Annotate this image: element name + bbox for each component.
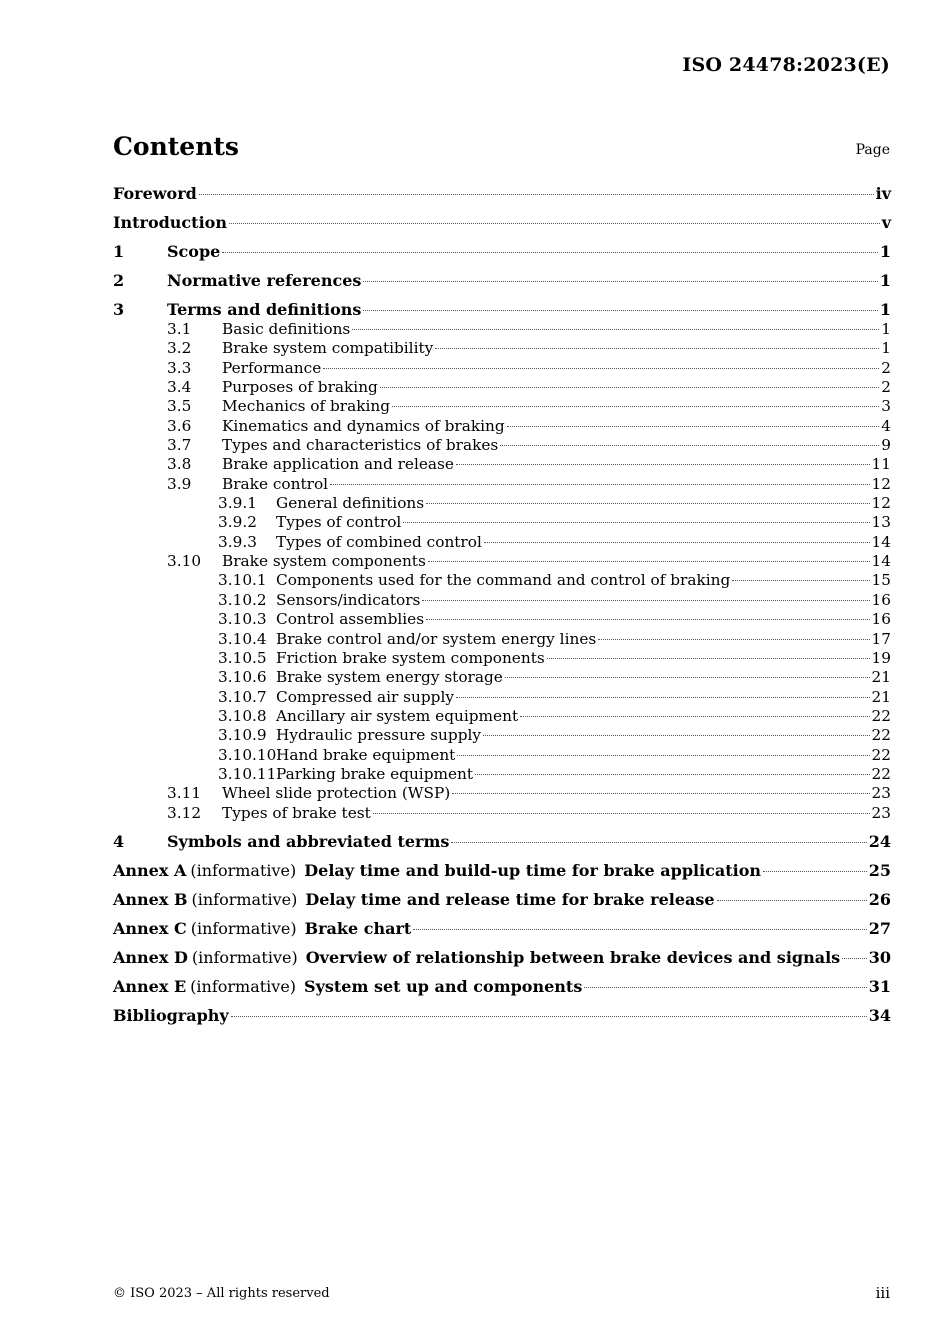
toc-entry[interactable] [113, 397, 891, 416]
toc-entry-number: 3.9.3 [218, 532, 257, 551]
toc-leader-dots [457, 755, 869, 756]
toc-entry-page: 23 [871, 803, 891, 822]
toc-entry-page: v [881, 213, 891, 232]
toc-entry-title: Wheel slide protection (WSP) [222, 784, 451, 803]
toc-entry[interactable] [113, 746, 891, 765]
toc-leader-dots [584, 987, 866, 988]
toc-leader-dots [380, 387, 879, 388]
toc-entry[interactable] [113, 494, 891, 513]
toc-entry-number: 3.6 [167, 416, 192, 435]
toc-annex-type: (informative) [190, 918, 297, 938]
toc-entry-title: Overview of relationship between brake devices and signals [305, 947, 841, 967]
toc-entry-number: 3.10 [167, 552, 202, 571]
toc-entry[interactable] [113, 552, 891, 571]
toc-entry[interactable] [113, 242, 891, 262]
toc-leader-dots [231, 1016, 867, 1017]
toc-leader-dots [547, 658, 870, 659]
toc-entry-page: 23 [871, 784, 891, 803]
toc-entry-page: 21 [871, 668, 891, 687]
toc-entry-page: 19 [871, 648, 891, 667]
toc-entry[interactable] [113, 832, 891, 852]
toc-leader-dots [392, 406, 879, 407]
toc-entry-title: Purposes of braking [222, 378, 378, 397]
toc-leader-dots [520, 716, 869, 717]
toc-entry[interactable] [113, 765, 891, 784]
toc-entry-page: 22 [871, 764, 891, 783]
toc-entry-title: Brake application and release [222, 455, 454, 474]
toc-leader-dots [422, 600, 869, 601]
toc-entry-page: 16 [871, 590, 891, 609]
toc-leader-dots [229, 223, 880, 224]
toc-entry[interactable] [113, 804, 891, 823]
toc-entry-title: Kinematics and dynamics of braking [222, 416, 505, 435]
toc-leader-dots [507, 426, 880, 427]
toc-annex-type: (informative) [190, 976, 297, 996]
toc-leader-dots [763, 871, 867, 872]
toc-entry-page: 34 [868, 1005, 891, 1025]
toc-entry[interactable] [113, 726, 891, 745]
toc-leader-dots [451, 842, 866, 843]
toc-leader-dots [426, 619, 869, 620]
toc-entry-page: 2 [881, 378, 891, 397]
toc-leader-dots [413, 929, 866, 930]
toc-entry-title: Brake system compatibility [222, 339, 434, 358]
toc-entry[interactable] [113, 649, 891, 668]
toc-annex-type: (informative) [190, 860, 297, 880]
footer-page-number: iii [875, 1284, 890, 1302]
toc-entry-number: 3.2 [167, 339, 192, 358]
toc-entry-page: 27 [868, 918, 891, 938]
toc-entry-title: Scope [167, 242, 221, 261]
toc-entry-title: Performance [222, 358, 322, 377]
toc-entry-page: 30 [868, 947, 891, 967]
toc-entry-number: 3.10.9 [218, 726, 267, 745]
toc-entry[interactable] [113, 688, 891, 707]
toc-entry-title: Types of control [276, 513, 402, 532]
toc-entry[interactable] [113, 417, 891, 436]
toc-leader-dots [475, 774, 869, 775]
toc-entry-page: 22 [871, 726, 891, 745]
toc-entry[interactable] [113, 436, 891, 455]
toc-annex-label-group [113, 977, 304, 996]
toc-entry-number: 3.9.1 [218, 494, 257, 513]
page-column-label: Page [855, 142, 890, 158]
toc-leader-dots [363, 281, 877, 282]
toc-entry-page: 4 [881, 416, 891, 435]
toc-leader-dots [352, 329, 879, 330]
toc-entry-title: Ancillary air system equipment [276, 706, 519, 725]
toc-entry-number: 3 [113, 300, 125, 319]
toc-entry[interactable] [113, 630, 891, 649]
toc-entry-number: 3.9.2 [218, 513, 257, 532]
toc-entry[interactable] [113, 919, 891, 939]
toc-leader-dots [732, 580, 869, 581]
toc-entry[interactable] [113, 475, 891, 494]
toc-entry-page: 13 [871, 513, 891, 532]
toc-entry[interactable] [113, 977, 891, 997]
toc-entry-title: Hand brake equipment [276, 745, 456, 764]
toc-entry-page: iv [875, 184, 891, 203]
toc-entry[interactable] [113, 184, 891, 204]
toc-entry-page: 1 [879, 242, 891, 261]
toc-entry-number: 3.10.4 [218, 629, 267, 648]
toc-entry-page: 15 [871, 571, 891, 590]
toc-entry-number: 3.12 [167, 803, 202, 822]
toc-entry-number: 3.4 [167, 378, 192, 397]
footer-copyright: © ISO 2023 – All rights reserved [113, 1286, 330, 1301]
toc-annex-label: Annex E [113, 976, 187, 996]
toc-leader-dots [598, 639, 869, 640]
toc-leader-dots [505, 677, 870, 678]
toc-entry-title: Introduction [113, 213, 227, 232]
toc-entry-title: Compressed air supply [276, 687, 454, 706]
toc-entry-page: 16 [871, 610, 891, 629]
toc-leader-dots [428, 561, 870, 562]
toc-annex-label-group [113, 919, 305, 938]
toc-entry-number: 3.11 [167, 784, 202, 803]
toc-entry-title: Sensors/indicators [276, 590, 421, 609]
toc-entry-page: 22 [871, 706, 891, 725]
toc-annex-label: Annex D [113, 947, 188, 967]
toc-entry[interactable] [113, 213, 891, 233]
toc-entry-number: 3.10.11 [218, 764, 277, 783]
toc-entry-title: System set up and components [304, 976, 583, 996]
toc-annex-label: Annex A [113, 860, 187, 880]
toc-entry[interactable] [113, 455, 891, 474]
toc-entry-title: Brake system components [222, 552, 426, 571]
toc-entry-number: 3.10.1 [218, 571, 267, 590]
toc-entry-number: 2 [113, 271, 125, 290]
toc-entry[interactable] [113, 513, 891, 532]
toc-entry-title: Delay time and build-up time for brake application [304, 860, 762, 880]
toc-entry-page: 2 [881, 358, 891, 377]
toc-entry-number: 3.3 [167, 358, 192, 377]
toc-leader-dots [199, 194, 874, 195]
toc-entry-title: Foreword [113, 184, 197, 203]
toc-entry-page: 9 [881, 436, 891, 455]
toc-annex-type: (informative) [191, 889, 298, 909]
toc-entry-page: 1 [881, 320, 891, 338]
toc-entry[interactable] [113, 861, 891, 881]
toc-entry-number: 3.10.5 [218, 648, 267, 667]
toc-entry-title: Components used for the command and control of braking [276, 571, 731, 590]
toc-entry-title: Types of combined control [276, 532, 482, 551]
toc-leader-dots [842, 958, 867, 959]
toc-leader-dots [330, 484, 869, 485]
toc-entry-page: 1 [881, 339, 891, 358]
toc-entry-number: 3.10.3 [218, 610, 267, 629]
toc-entry-number: 3.10.6 [218, 668, 267, 687]
toc-entry[interactable] [113, 707, 891, 726]
toc-leader-dots [452, 793, 869, 794]
toc-entry-page: 14 [871, 532, 891, 551]
toc-entry-page: 14 [871, 552, 891, 571]
toc-entry[interactable] [113, 1006, 891, 1026]
toc-entry[interactable] [113, 533, 891, 552]
toc-entry-page: 12 [871, 494, 891, 513]
toc-leader-dots [426, 503, 869, 504]
toc-entry-title: General definitions [276, 494, 425, 513]
toc-entry-page: 1 [879, 271, 891, 290]
toc-entry-page: 22 [871, 745, 891, 764]
toc-annex-label-group [113, 861, 304, 880]
toc-leader-dots [323, 368, 879, 369]
toc-entry[interactable] [113, 339, 891, 358]
toc-entry-title: Types of brake test [222, 803, 371, 822]
toc-entry[interactable] [113, 571, 891, 590]
toc-entry-page: 21 [871, 687, 891, 706]
toc-entry-title: Hydraulic pressure supply [276, 726, 482, 745]
toc-entry-title: Brake control and/or system energy lines [276, 629, 597, 648]
toc-entry-number: 3.9 [167, 474, 192, 493]
toc-entry[interactable] [113, 784, 891, 803]
toc-entry-title: Brake chart [304, 918, 412, 938]
toc-leader-dots [717, 900, 867, 901]
toc-entry[interactable] [113, 668, 891, 687]
toc-annex-label: Annex C [113, 918, 187, 938]
toc-entry-page: 26 [868, 889, 891, 909]
document-id: ISO 24478:2023(E) [682, 54, 890, 76]
toc-entry-page: 17 [871, 629, 891, 648]
toc-entry[interactable] [113, 610, 891, 629]
toc-entry-title: Types and characteristics of brakes [222, 436, 499, 455]
toc-entry-title: Terms and definitions [167, 300, 362, 319]
toc-leader-dots [456, 697, 870, 698]
toc-entry-number: 3.5 [167, 397, 192, 416]
toc-entry[interactable] [113, 271, 891, 291]
toc-entry-page: 24 [868, 831, 891, 851]
toc-entry[interactable] [113, 320, 891, 339]
toc-entry-title: Brake system energy storage [276, 668, 503, 687]
toc-entry-number: 3.1 [167, 320, 192, 338]
toc-entry-title: Delay time and release time for brake release [305, 889, 715, 909]
toc-leader-dots [500, 445, 879, 446]
toc-entry[interactable] [113, 948, 891, 968]
toc-entry-title: Control assemblies [276, 610, 425, 629]
toc-entry-page: 12 [871, 474, 891, 493]
toc-leader-dots [435, 348, 879, 349]
toc-entry-number: 3.8 [167, 455, 192, 474]
toc-annex-label-group [113, 948, 306, 967]
toc-leader-dots [456, 464, 870, 465]
toc-entry-title: Parking brake equipment [276, 764, 474, 783]
toc-leader-dots [373, 813, 870, 814]
toc-entry-title: Bibliography [113, 1005, 229, 1025]
toc-entry-title: Brake control [222, 474, 329, 493]
toc-entry-number: 3.10.2 [218, 590, 267, 609]
toc-entry-page: 31 [868, 976, 891, 996]
toc-leader-dots [222, 252, 878, 253]
toc-leader-dots [483, 735, 870, 736]
toc-entry-title: Basic definitions [222, 320, 351, 338]
toc-entry-page: 11 [871, 455, 891, 474]
toc-leader-dots [403, 522, 869, 523]
toc-entry-title: Symbols and abbreviated terms [167, 831, 450, 851]
toc-entry-number: 1 [113, 242, 125, 261]
toc-entry[interactable] [113, 359, 891, 378]
toc-entry-page: 1 [879, 300, 891, 319]
toc-leader-dots [484, 542, 870, 543]
toc-annex-label: Annex B [113, 889, 188, 909]
toc-entry-number: 3.10.8 [218, 706, 267, 725]
toc-entry-title: Mechanics of braking [222, 397, 391, 416]
toc-leader-dots [363, 310, 877, 311]
toc-entry[interactable] [113, 890, 891, 910]
toc-entry-title: Normative references [167, 271, 362, 290]
toc-entry-number: 4 [113, 831, 125, 851]
toc-annex-type: (informative) [191, 947, 298, 967]
toc-entry[interactable] [113, 378, 891, 397]
toc-entry-title: Friction brake system components [276, 648, 545, 667]
toc-entry[interactable] [113, 591, 891, 610]
toc-entry[interactable] [113, 300, 891, 320]
toc-entry-number: 3.7 [167, 436, 192, 455]
toc-entry-number: 3.10.10 [218, 745, 277, 764]
table-of-contents [113, 184, 891, 1026]
toc-annex-label-group [113, 890, 305, 909]
toc-entry-page: 3 [881, 397, 891, 416]
toc-entry-page: 25 [868, 860, 891, 880]
toc-entry-number: 3.10.7 [218, 687, 267, 706]
contents-title: Contents [113, 132, 240, 161]
